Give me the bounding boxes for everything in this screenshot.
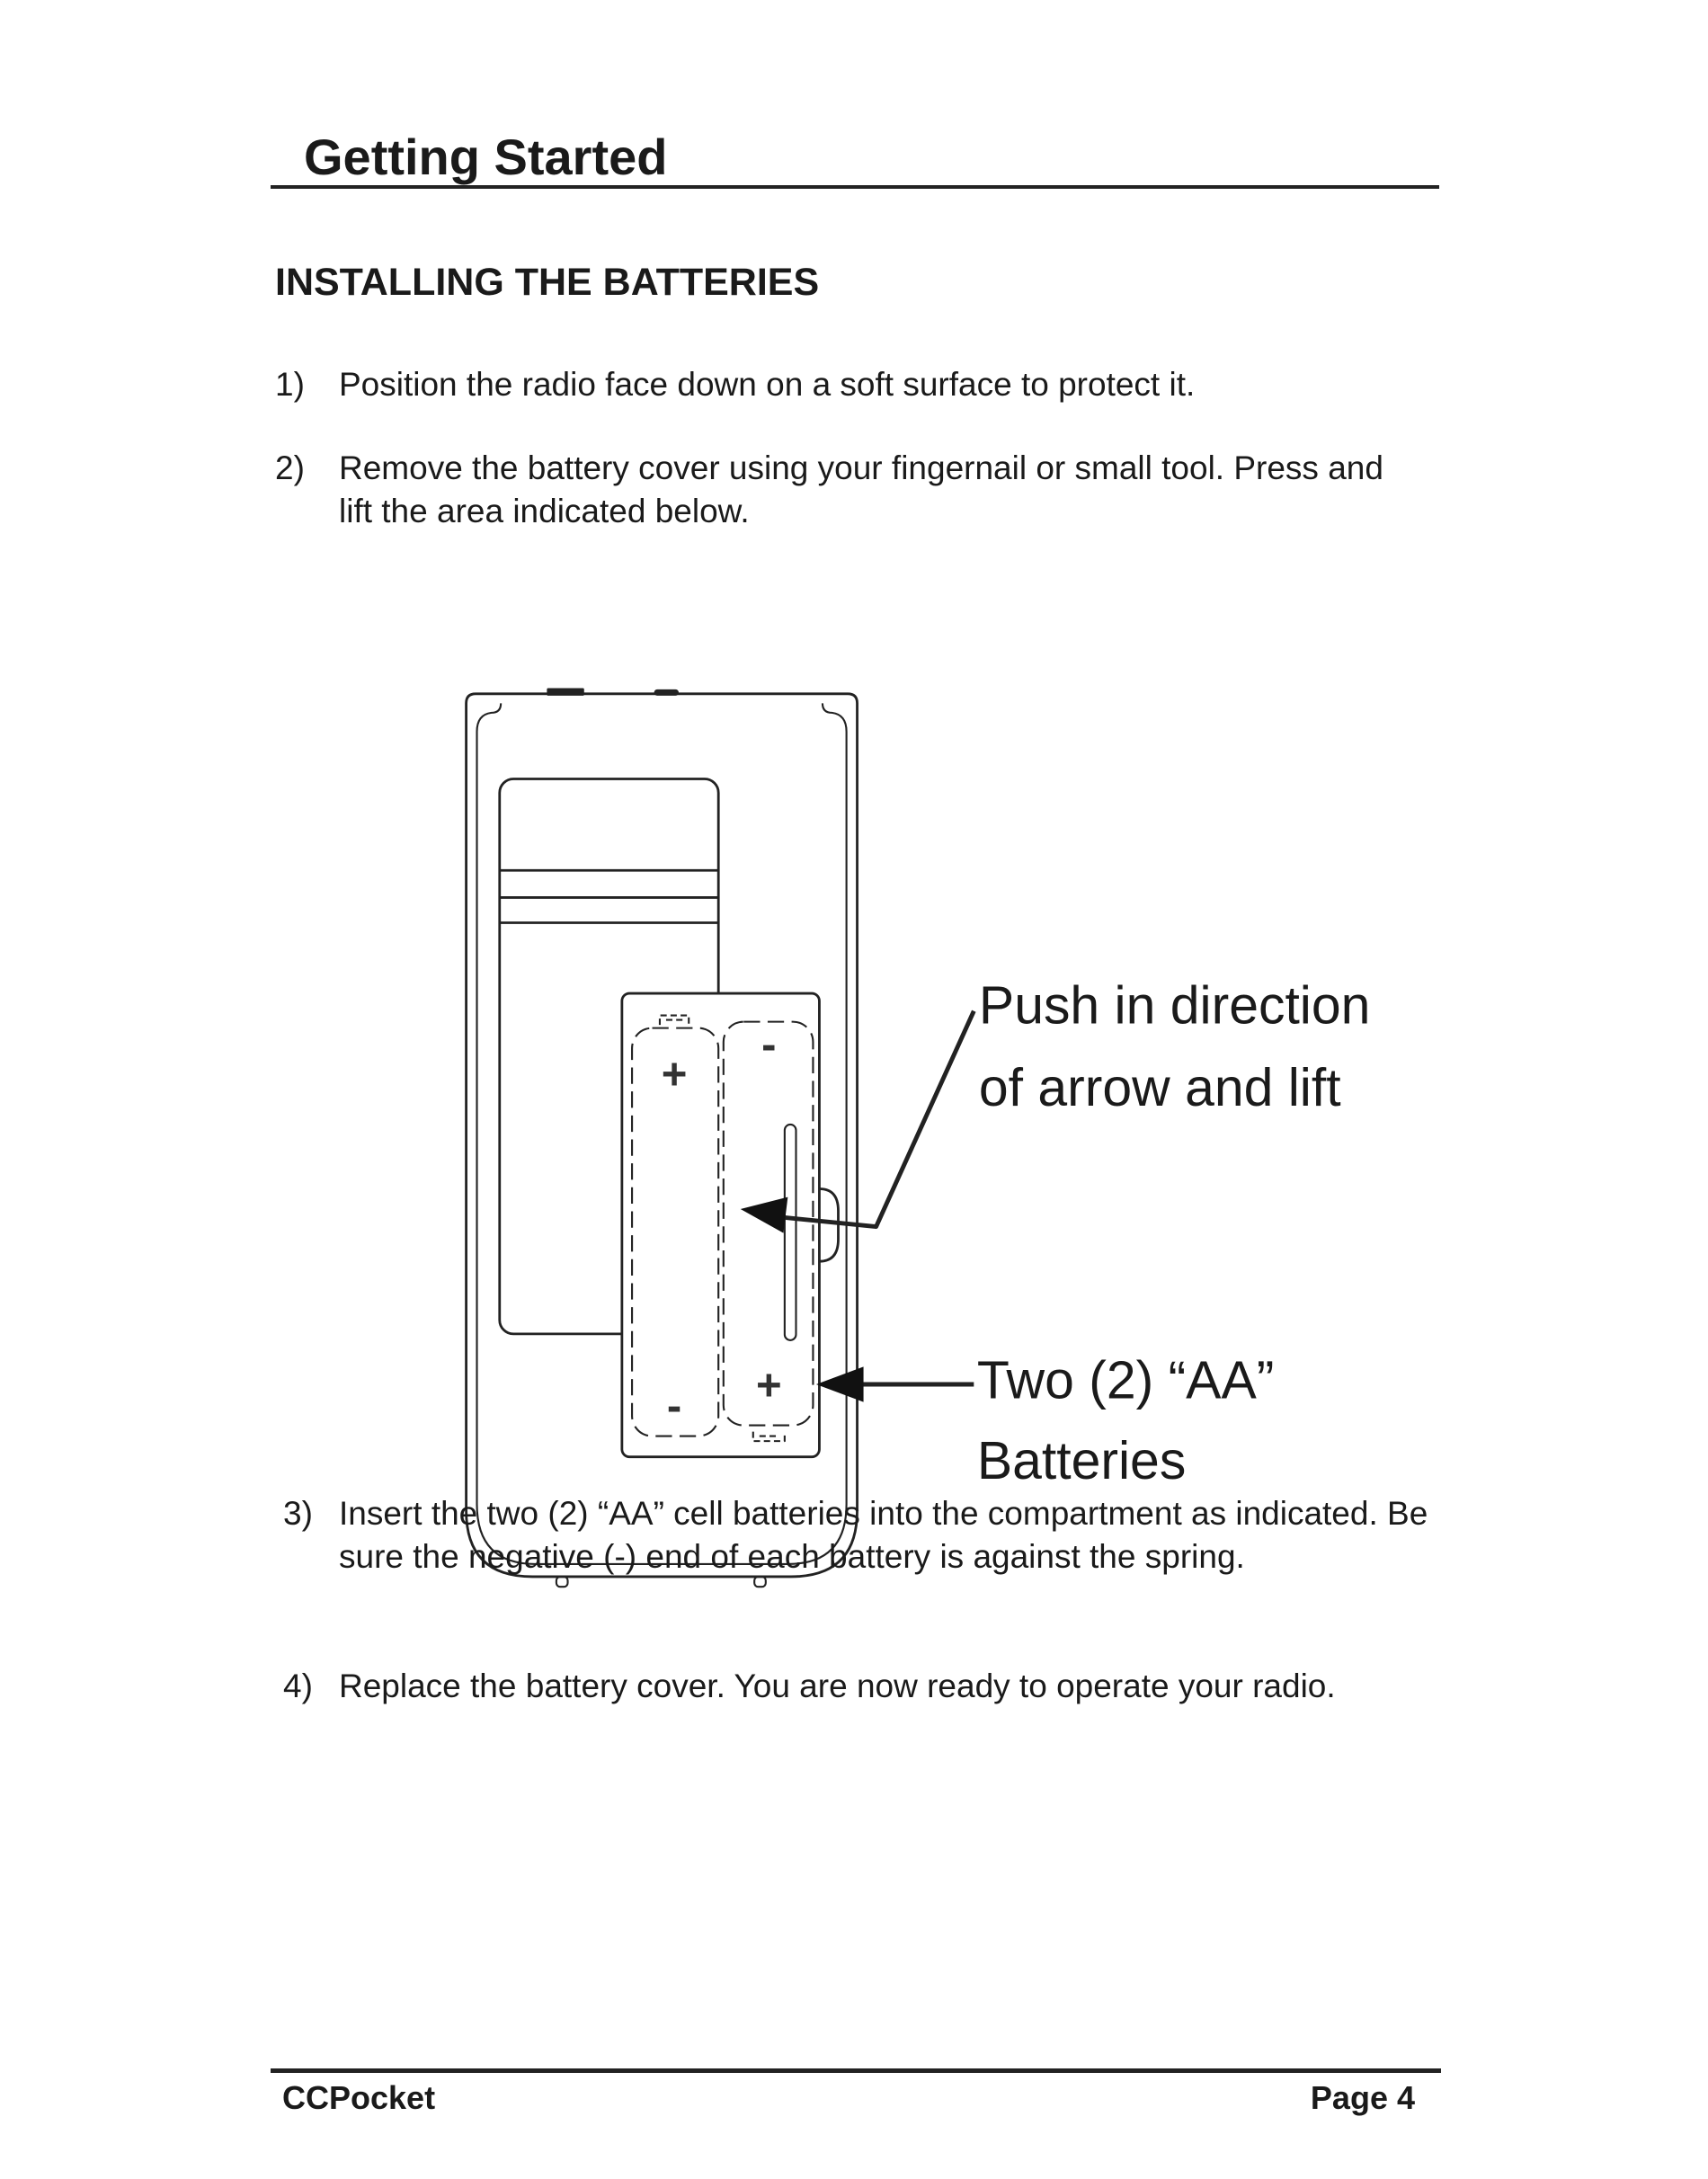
footer-page-number: Page 4 bbox=[1310, 2079, 1415, 2116]
minus-sign: - bbox=[761, 1020, 777, 1070]
header-divider bbox=[271, 185, 1439, 189]
step-number: 1) bbox=[275, 366, 305, 403]
top-button bbox=[655, 690, 678, 694]
batteries-label-line2: Batteries bbox=[976, 1432, 1187, 1491]
step-number: 4) bbox=[283, 1668, 313, 1704]
footer-divider bbox=[271, 2068, 1441, 2073]
plus-sign: + bbox=[661, 1050, 688, 1099]
battery-arrow-head-icon bbox=[816, 1366, 864, 1401]
section-title: INSTALLING THE BATTERIES bbox=[275, 261, 820, 304]
step-text: Remove the battery cover using your fingernail or small tool. Press and lift the area indicated below. bbox=[339, 449, 1383, 529]
step-number: 3) bbox=[283, 1495, 313, 1532]
step-text: Position the radio face down on a soft surface to protect it. bbox=[339, 366, 1196, 403]
page-header-title: Getting Started bbox=[304, 129, 668, 185]
minus-sign: - bbox=[666, 1382, 682, 1431]
top-button bbox=[548, 689, 583, 695]
push-label-line2: of arrow and lift bbox=[978, 1058, 1341, 1117]
step-text: Insert the two (2) “AA” cell batteries into the compartment as indicated. Be sure the negative (-) end of each battery is against the spring. bbox=[339, 1495, 1428, 1575]
footer-product-name: CCPocket bbox=[282, 2079, 436, 2116]
step-number: 2) bbox=[275, 449, 305, 486]
step-text: Replace the battery cover. You are now ready to operate your radio. bbox=[339, 1668, 1336, 1704]
battery-installation-diagram bbox=[431, 665, 1420, 1489]
batteries-label-line1: Two (2) “AA” bbox=[976, 1351, 1275, 1410]
battery-cover bbox=[622, 993, 820, 1457]
push-label-line1: Push in direction bbox=[978, 976, 1371, 1036]
plus-sign: + bbox=[755, 1361, 782, 1410]
cover-tab bbox=[819, 1189, 838, 1262]
